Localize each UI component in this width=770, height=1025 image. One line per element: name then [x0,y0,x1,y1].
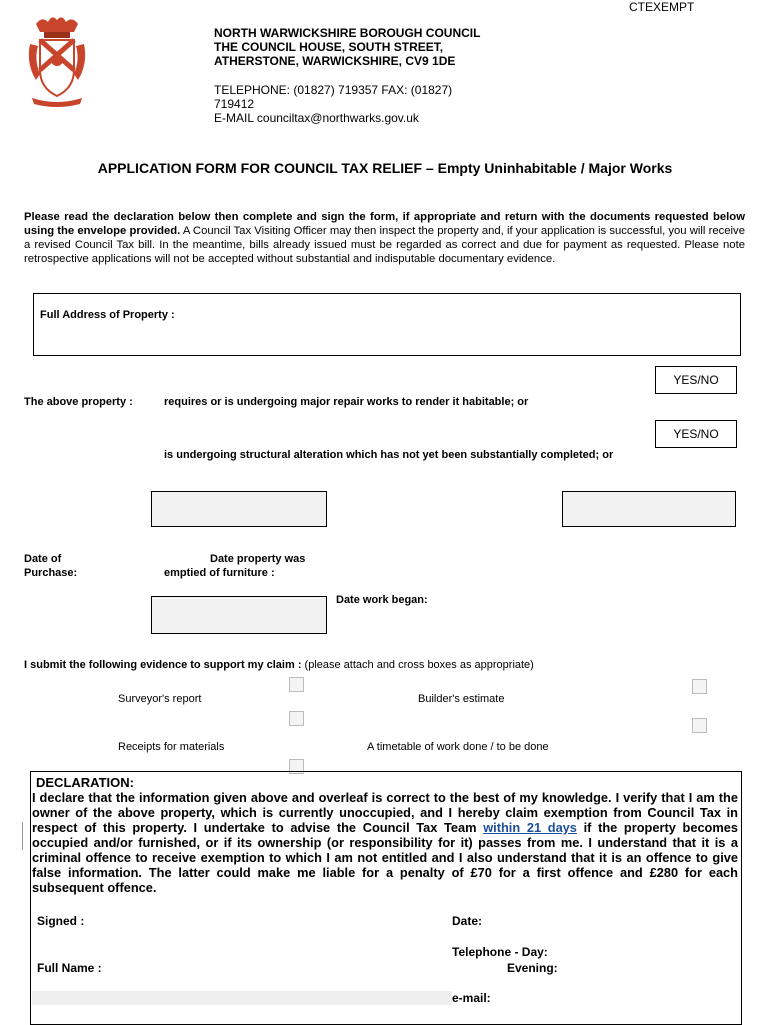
address-label: Full Address of Property : [40,309,175,321]
evidence-heading-normal: (please attach and cross boxes as appropriate) [301,659,534,671]
surveyor-label: Surveyor's report [118,693,202,705]
date-purchase-label [24,552,77,580]
yesno-alteration-field[interactable]: YES/NO [655,420,737,448]
council-town: ATHERSTONE, WARWICKSHIRE, CV9 1DE [214,54,456,68]
date-purchase-field[interactable] [151,491,327,527]
surveyor-checkbox[interactable] [289,677,304,692]
intro-bold: Please read the declaration below then complete and sign the form, if appropriate and return with the documents requested below using the envelope provided. [24,211,745,237]
council-name: NORTH WARWICKSHIRE BOROUGH COUNCIL [214,26,481,40]
evidence-heading-bold: I submit the following evidence to support my claim : [24,659,302,671]
form-title: APPLICATION FORM FOR COUNCIL TAX RELIEF – Empty Uninhabitable / Major Works [97,160,673,176]
declaration-text-before: I declare that the information given above and overleaf is correct to the best of my knowledge. I verify that I am the owner of the above property, which is currently unoccupied, and I hereby claim exemption from Council Tax in respect of this property. I undertake to advise the Council Tax Team [32,790,738,835]
date-work-began-field[interactable] [151,596,327,634]
date-label: Date: [452,914,483,928]
date-purchase-label-line1: Date of [24,553,62,565]
builder-label: Builder's estimate [418,693,505,705]
telephone-evening-label: Evening: [507,961,558,975]
address-field[interactable] [33,293,741,356]
margin-marker [22,822,23,850]
declaration-text [32,790,738,895]
email-label: e-mail: [452,991,491,1005]
declaration-text-after: if the property becomes occupied and/or furnished, or if its ownership (or responsibility for it) passes from me. I understand that it is a criminal offence to receive exemption to which I am not entitled and I also understand that it is an offence to give false information. The latter could make me liable for a penalty of £70 for a first offence and £280 for each subsequent offence. [32,820,738,895]
yesno-repair-field[interactable]: YES/NO [655,366,737,394]
council-address [214,26,480,68]
full-name-label: Full Name : [37,961,102,975]
property-label: The above property : [24,396,133,408]
council-street: THE COUNCIL HOUSE, SOUTH STREET, [214,40,444,54]
council-crest-icon [26,14,88,110]
intro-paragraph [24,210,745,266]
declaration-heading: DECLARATION: [36,775,134,790]
signed-label: Signed : [37,914,85,928]
date-purchase-label-line2: Purchase: [24,567,78,579]
council-contact [214,83,494,125]
option-alteration-text: is undergoing structural alteration which has not yet been substantially completed; or [164,449,614,461]
timetable-label: A timetable of work done / to be done [367,741,549,753]
timetable-checkbox[interactable] [692,718,707,733]
telephone-day-label: Telephone - Day: [452,945,548,959]
date-emptied-label [164,552,305,580]
date-work-began-label: Date work began: [336,594,428,606]
council-telephone: TELEPHONE: (01827) 719357 FAX: (01827) 719412 [214,83,453,111]
option-repair-text: requires or is undergoing major repair works to render it habitable; or [164,396,529,408]
council-email: E-MAIL counciltax@northwarks.gov.uk [214,111,419,125]
evidence-heading [24,659,534,671]
receipts-label: Receipts for materials [118,741,225,753]
intro-normal: A Council Tax Visiting Officer may then inspect the property and, if your application is successful, you will receive a revised Council Tax bill. In the meantime, bills already issued must be regarded as correct and due for payment as requested. Please note retrospective applications will not be accepted without substantial and indisputable documentary evidence. [24,225,745,265]
date-emptied-label-line1: Date property was [210,553,306,565]
full-name-field[interactable] [32,991,452,1005]
builder-checkbox[interactable] [692,679,707,694]
form-reference: CTEXEMPT [629,0,695,14]
date-emptied-label-line2: emptied of furniture : [164,567,275,579]
date-emptied-field[interactable] [562,491,736,527]
within-21-days-link[interactable]: within 21 days [483,820,577,835]
receipts-checkbox[interactable] [289,711,304,726]
